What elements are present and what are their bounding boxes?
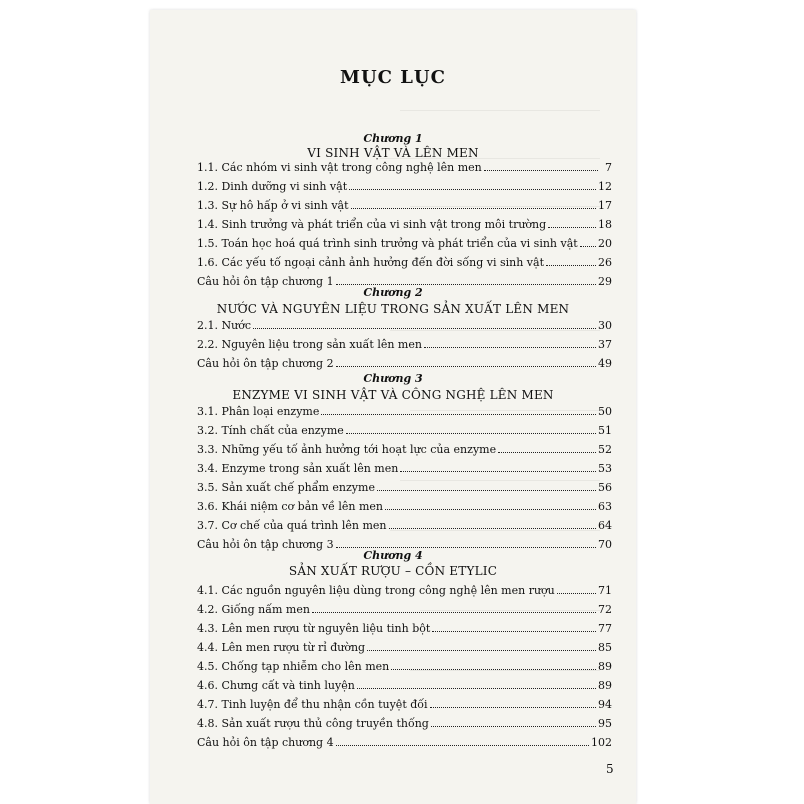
book-page <box>150 10 636 804</box>
dot-leader <box>385 509 596 510</box>
toc-entry[interactable] <box>197 253 612 269</box>
toc-entry-text: 3.1. Phân loại enzyme <box>197 405 320 418</box>
toc-entry-page: 64 <box>598 519 612 532</box>
dot-leader <box>349 189 596 190</box>
dot-leader <box>432 631 596 632</box>
dot-leader <box>484 170 598 171</box>
toc-entry-text: 2.1. Nước <box>197 319 251 332</box>
toc-entry-page: 18 <box>598 218 612 231</box>
toc-entry-page: 72 <box>598 603 612 616</box>
toc-entry-page: 29 <box>598 275 612 288</box>
toc-entry-page: 17 <box>598 199 612 212</box>
chapter-4-label: Chương 4 <box>363 549 423 562</box>
toc-entry-text: Câu hỏi ôn tập chương 1 <box>197 275 334 288</box>
toc-entry[interactable] <box>197 459 612 475</box>
toc-entry-text: 4.3. Lên men rượu từ nguyên liệu tinh bột <box>197 622 431 635</box>
toc-entry[interactable] <box>197 638 612 654</box>
toc-entry-text: 1.4. Sinh trưởng và phát triển của vi sinh vật trong môi trường <box>197 218 547 231</box>
toc-entry[interactable] <box>197 354 612 370</box>
chapter-2-title: NƯỚC VÀ NGUYÊN LIỆU TRONG SẢN XUẤT LÊN MEN <box>216 302 570 316</box>
toc-entry[interactable] <box>197 421 612 437</box>
toc-entry-page: 49 <box>598 357 612 370</box>
toc-entry-page: 95 <box>598 717 612 730</box>
toc-entry-page: 70 <box>598 538 612 551</box>
dot-leader <box>498 452 596 453</box>
toc-entry-page: 30 <box>598 319 612 332</box>
toc-entry-text: 3.7. Cơ chế của quá trình lên men <box>197 519 387 532</box>
toc-entry-page: 53 <box>598 462 612 475</box>
toc-entry-text: 4.2. Giống nấm men <box>197 603 310 616</box>
toc-entry-page: 77 <box>598 622 612 635</box>
toc-entry[interactable] <box>197 478 612 494</box>
toc-entry-page: 37 <box>598 338 612 351</box>
toc-entry-page: 56 <box>598 481 612 494</box>
toc-entry-text: 3.6. Khái niệm cơ bản về lên men <box>197 500 383 513</box>
toc-entry-page: 20 <box>598 237 612 250</box>
toc-entry[interactable] <box>197 695 612 711</box>
toc-entry-text: Câu hỏi ôn tập chương 2 <box>197 357 334 370</box>
chapter-2-label: Chương 2 <box>363 286 423 299</box>
toc-entry-text: 3.4. Enzyme trong sản xuất lên men <box>197 462 399 475</box>
dot-leader <box>431 726 596 727</box>
dot-leader <box>546 265 596 266</box>
toc-entry[interactable] <box>197 335 612 351</box>
toc-entry-text: 1.3. Sự hô hấp ở vi sinh vật <box>197 199 349 212</box>
toc-entry-text: 2.2. Nguyên liệu trong sản xuất lên men <box>197 338 422 351</box>
dot-leader <box>351 208 596 209</box>
toc-entry-page: 51 <box>598 424 612 437</box>
toc-entry-text: 3.3. Những yếu tố ảnh hưởng tới hoạt lực của enzyme <box>197 443 497 456</box>
toc-entry-text: 1.2. Dinh dưỡng vi sinh vật <box>197 180 348 193</box>
dot-leader <box>253 328 596 329</box>
dot-leader <box>400 471 596 472</box>
toc-entry-page: 94 <box>598 698 612 711</box>
chapter-3-title: ENZYME VI SINH VẬT VÀ CÔNG NGHỆ LÊN MEN <box>232 388 554 402</box>
dot-leader <box>336 547 596 548</box>
toc-entry-text: Câu hỏi ôn tập chương 3 <box>197 538 334 551</box>
dot-leader <box>548 227 596 228</box>
toc-entry[interactable] <box>197 600 612 616</box>
toc-entry-page: 89 <box>598 679 612 692</box>
toc-entry[interactable] <box>197 402 612 418</box>
chapter-4-title: SẢN XUẤT RƯỢU – CỒN ETYLIC <box>288 564 498 578</box>
toc-entry[interactable] <box>197 714 612 730</box>
toc-entry[interactable] <box>197 676 612 692</box>
toc-entry-page: 102 <box>591 736 612 749</box>
dot-leader <box>580 246 596 247</box>
page-title: MỤC LỤC <box>340 67 446 88</box>
dot-leader <box>367 650 596 651</box>
toc-entry[interactable] <box>197 234 612 250</box>
toc-entry[interactable] <box>197 657 612 673</box>
dot-leader <box>377 490 596 491</box>
toc-entry[interactable] <box>197 581 612 597</box>
chapter-1-label: Chương 1 <box>363 132 423 145</box>
toc-entry-page: 63 <box>598 500 612 513</box>
toc-entry-text: 4.7. Tinh luyện để thu nhận cồn tuyệt đối <box>197 698 428 711</box>
toc-entry-page: 71 <box>598 584 612 597</box>
toc-entry[interactable] <box>197 215 612 231</box>
toc-entry-page: 52 <box>598 443 612 456</box>
toc-entry[interactable] <box>197 516 612 532</box>
toc-entry-page: 89 <box>598 660 612 673</box>
toc-entry[interactable] <box>197 440 612 456</box>
page-number: 5 <box>606 762 614 776</box>
toc-entry-text: 1.6. Các yếu tố ngoại cảnh ảnh hưởng đến đời sống vi sinh vật <box>197 256 544 269</box>
toc-entry-page: 50 <box>598 405 612 418</box>
dot-leader <box>389 528 596 529</box>
toc-entry[interactable] <box>197 158 612 174</box>
toc-entry[interactable] <box>197 733 612 749</box>
dot-leader <box>557 593 596 594</box>
dot-leader <box>321 414 596 415</box>
toc-entry[interactable] <box>197 316 612 332</box>
dot-leader <box>346 433 596 434</box>
chapter-3-label: Chương 3 <box>363 372 423 385</box>
chapter-1-title: VI SINH VẬT VÀ LÊN MEN <box>307 146 479 160</box>
toc-entry-text: 1.5. Toán học hoá quá trình sinh trưởng và phát triển của vi sinh vật <box>197 237 578 250</box>
toc-entry-text: Câu hỏi ôn tập chương 4 <box>197 736 334 749</box>
toc-entry[interactable] <box>197 497 612 513</box>
dot-leader <box>312 612 596 613</box>
dot-leader <box>336 366 596 367</box>
toc-entry-text: 4.4. Lên men rượu từ rỉ đường <box>197 641 366 654</box>
toc-entry-text: 4.6. Chưng cất và tinh luyện <box>197 679 355 692</box>
dot-leader <box>336 284 596 285</box>
toc-entry[interactable] <box>197 196 612 212</box>
toc-entry-page: 12 <box>598 180 612 193</box>
toc-entry[interactable] <box>197 177 612 193</box>
toc-entry-page: 85 <box>598 641 612 654</box>
toc-entry[interactable] <box>197 619 612 635</box>
dot-leader <box>336 745 589 746</box>
toc-entry-page: 26 <box>598 256 612 269</box>
toc-entry-text: 1.1. Các nhóm vi sinh vật trong công nghệ lên men <box>197 161 482 174</box>
dot-leader <box>424 347 596 348</box>
toc-entry-text: 4.5. Chống tạp nhiễm cho lên men <box>197 660 390 673</box>
toc-entry-page: 7 <box>605 161 612 174</box>
dot-leader <box>357 688 596 689</box>
dot-leader <box>391 669 596 670</box>
toc-entry-text: 4.8. Sản xuất rượu thủ công truyền thống <box>197 717 429 730</box>
toc-entry-text: 4.1. Các nguồn nguyên liệu dùng trong công nghệ lên men rượu <box>197 584 555 597</box>
toc-entry-text: 3.2. Tính chất của enzyme <box>197 424 344 437</box>
toc-entry-text: 3.5. Sản xuất chế phẩm enzyme <box>197 481 375 494</box>
dot-leader <box>430 707 596 708</box>
